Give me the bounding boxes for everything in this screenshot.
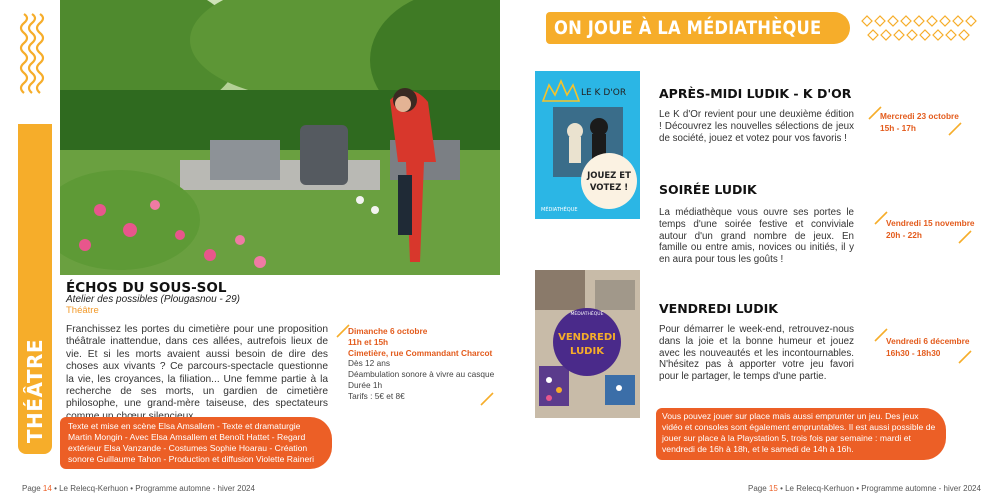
slash-mark-icon: [958, 350, 972, 364]
show-description: Franchissez les portes du cimetière pour une proposition théâtrale inattendue, dans ces allées, autrefois lieux de vie. Et si les morts avaient aussi besoin de dire des choses aux vivants ? Ce parcours-spectacle questionne la vie, les croyances, la filiation... Une femme partie à la recherche de ses morts, un gardien de cimetière philosophe, une grand-mère taiseuse, des spectateurs: [66, 324, 328, 410]
footer-right: Page 15 • Le Relecq-Kerhuon • Programme automne - hiver 2024: [748, 484, 981, 493]
wave-decoration-icon: [18, 10, 50, 102]
event-title: SOIRÉE LUDIK: [659, 182, 757, 197]
section-title: ON JOUE À LA MÉDIATHÈQUE: [554, 17, 822, 39]
poster2-title-line1: VENDREDI: [558, 332, 616, 343]
show-title: ÉCHOS DU SOUS-SOL: [66, 280, 227, 296]
show-format: Déambulation sonore à vivre au casque: [348, 369, 495, 380]
poster1-bubble-line2: VOTEZ !: [589, 183, 629, 193]
poster2-title-line2: LUDIK: [570, 346, 604, 357]
borrow-note-box: Vous pouvez jouer sur place mais aussi emprunter un jeu. Des jeux vidéo et consoles sont également empruntables. Il est aussi possible de jouer sur place à la Playstation 5, trois fois par semaine : mardi et vendredi de 16h à 18h, et le samedi de 14h à 16h.: [656, 408, 946, 460]
event-date: Vendredi 15 novembre: [886, 218, 975, 228]
footer-left: Page 14 • Le Relecq-Kerhuon • Programme automne - hiver 2024: [22, 484, 255, 493]
credits-box: Texte et mise en scène Elsa Amsallem - Texte et dramaturgie Martin Mongin - Avec Elsa Amsallem et Benoît Hattet - Regard extérieur Elsa Vanzande - Costumes Sophie Hoarau - Création sonore Guillaume Tahon - Production et diffusion Violette Raineri: [60, 417, 332, 469]
event-description: La médiathèque vous ouvre ses portes le temps d'une soirée festive et conviviale autour d'un grand nombre de jeux. En famille ou entre amis, novices ou initiés, il y en aura pour tous les goûts !: [659, 207, 854, 266]
event-date: Mercredi 23 octobre: [880, 111, 959, 121]
poster1-logo: MÉDIATHÈQUE: [541, 207, 578, 213]
footer-city: Le Relecq-Kerhuon: [59, 484, 129, 493]
show-age: Dès 12 ans: [348, 358, 390, 369]
event-title: APRÈS-MIDI LUDIK - K D'OR: [659, 86, 852, 101]
event-time: 20h - 22h: [886, 230, 922, 240]
slash-mark-icon: [958, 230, 972, 244]
event-title: VENDREDI LUDIK: [659, 301, 778, 316]
slash-mark-icon: [480, 392, 494, 406]
footer-page-label: Page: [22, 484, 41, 493]
theatre-vertical-tab: [18, 124, 52, 454]
kdor-poster: [535, 71, 640, 219]
footer-page-number: 15: [768, 484, 778, 493]
show-company: Atelier des possibles (Plougasnou - 29): [66, 294, 240, 305]
footer-program: Programme automne - hiver 2024: [135, 484, 255, 493]
poster2-logo: MÉDIATHÈQUE: [570, 312, 604, 317]
vertical-tab-label: THÉÂTRE: [23, 338, 47, 444]
footer-page-label: Page: [748, 484, 767, 493]
footer-program: Programme automne - hiver 2024: [861, 484, 981, 493]
slash-mark-icon: [948, 122, 962, 136]
footer-city: Le Relecq-Kerhuon: [785, 484, 855, 493]
footer-page-number: 14: [42, 484, 52, 493]
event-date-block: [886, 335, 969, 359]
show-info: [348, 326, 498, 402]
cemetery-photo: [60, 0, 500, 275]
event-description: Pour démarrer le week-end, retrouvez-nous dans la joie et la bonne humeur et jouez avec les nouveautés et les incontournables. N'hésitez pas à apporter votre jeu favori pour le partager, le temps d'une partie.: [659, 324, 854, 383]
show-times: 11h et 15h: [348, 336, 389, 347]
event-time: 16h30 - 18h30: [886, 348, 941, 358]
poster1-title: LE K D'OR: [581, 88, 627, 98]
show-price: Tarifs : 5€ et 8€: [348, 390, 405, 401]
section-title-tab: [546, 12, 850, 44]
vendredi-ludik-poster: [535, 270, 640, 418]
diamond-pattern-icon: [860, 13, 985, 43]
event-date: Vendredi 6 décembre: [886, 336, 970, 346]
show-location: Cimetière, rue Commandant Charcot: [348, 347, 493, 358]
show-genre: Théâtre: [66, 305, 99, 316]
event-time: 15h - 17h: [880, 123, 916, 133]
show-duration: Durée 1h: [348, 379, 383, 390]
event-description: Le K d'Or revient pour une deuxième édition ! Découvrez les nouvelles sélections de jeux de société, jouez et votez pour vos favoris !: [659, 109, 854, 144]
poster1-bubble-line1: JOUEZ ET: [587, 171, 631, 181]
show-date: Dimanche 6 octobre: [348, 326, 428, 336]
